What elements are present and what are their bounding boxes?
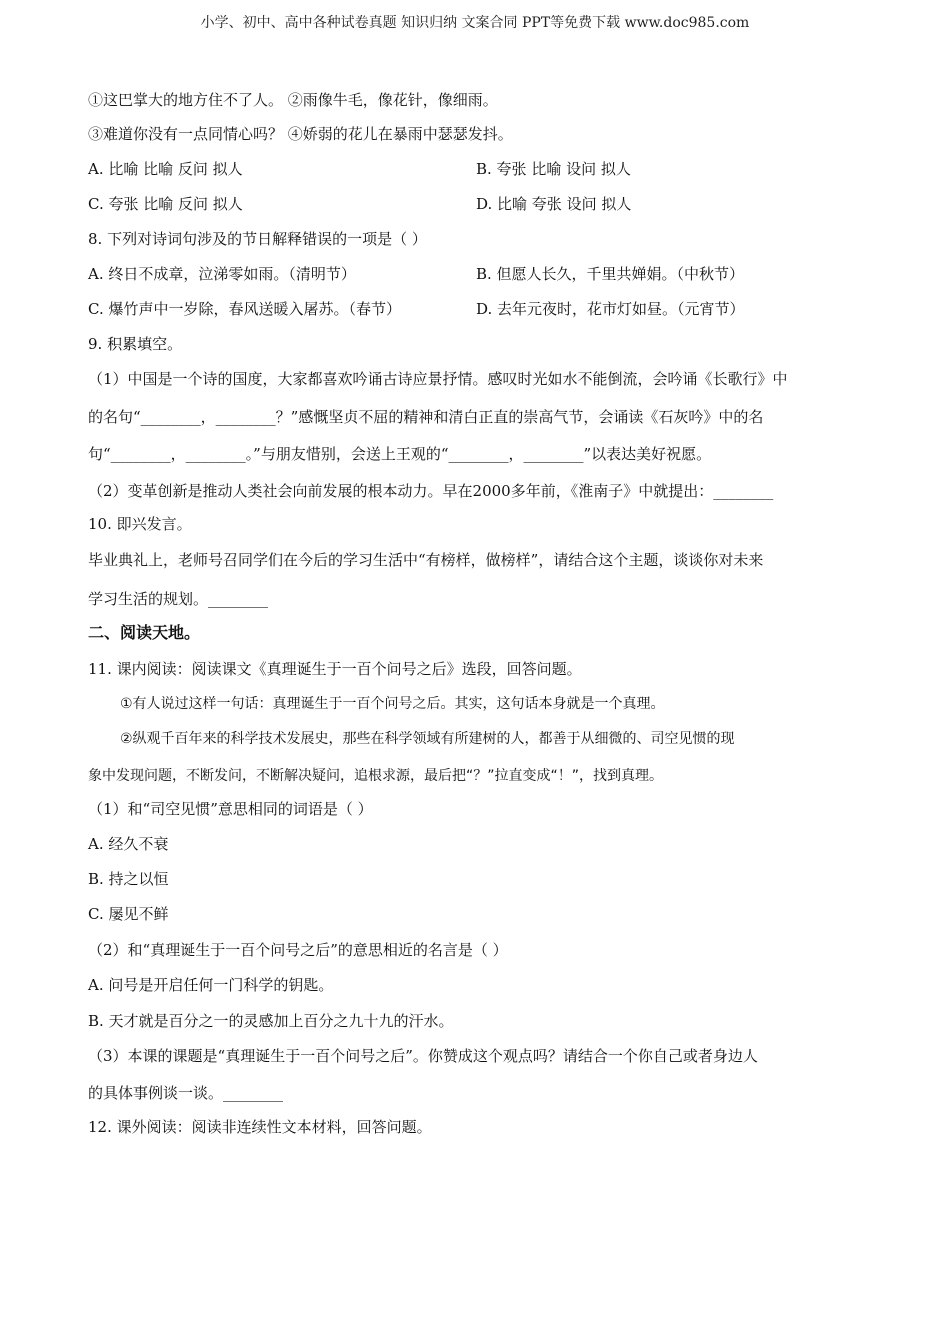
q8-option-a: A. 终日不成章，泣涕零如雨。（清明节） — [88, 265, 356, 283]
q11-sub3-line2: 的具体事例谈一谈。________ — [88, 1084, 284, 1102]
q10-line1: 毕业典礼上，老师号召同学们在今后的学习生活中“有榜样，做榜样”，请结合这个主题，谈谈你对未来 — [88, 551, 764, 569]
q11-passage-para1: ①有人说过这样一句话：真理诞生于一百个问号之后。其实，这句话本身就是一个真理。 — [120, 696, 665, 712]
q11-sub1-option-a: A. 经久不衰 — [88, 835, 169, 853]
q7-option-c: C. 夸张 比喻 反问 拟人 — [88, 195, 243, 213]
q12-stem: 12. 课外阅读：阅读非连续性文本材料，回答问题。 — [88, 1118, 432, 1136]
q9-part1-line1: （1）中国是一个诗的国度，大家都喜欢吟诵古诗应景抒情。感叹时光如水不能倒流，会吟诵《长歌行》中 — [88, 370, 788, 388]
q11-passage-para2-line2: 象中发现问题，不断发问，不断解决疑问，追根求源，最后把“？”拉直变成“！”，找到真理。 — [88, 768, 664, 784]
page-header: 小学、初中、高中各种试卷真题 知识归纳 文案合同 PPT等免费下载 www.doc985.com — [200, 15, 750, 31]
q7-option-d: D. 比喻 夸张 设问 拟人 — [476, 195, 632, 213]
q11-sub2-stem: （2）和“真理诞生于一百个问号之后”的意思相近的名言是（ ） — [88, 941, 508, 959]
q8-option-d: D. 去年元夜时，花市灯如昼。（元宵节） — [476, 300, 745, 318]
q11-sub1-option-b: B. 持之以恒 — [88, 870, 169, 888]
q11-sub3-line1: （3）本课的课题是“真理诞生于一百个问号之后”。你赞成这个观点吗？请结合一个你自己或者身边人 — [88, 1047, 758, 1065]
q10-stem: 10. 即兴发言。 — [88, 515, 192, 533]
q7-sentences-3-4: ③难道你没有一点同情心吗？ ④娇弱的花儿在暴雨中瑟瑟发抖。 — [88, 125, 513, 143]
q8-option-c: C. 爆竹声中一岁除，春风送暖入屠苏。（春节） — [88, 300, 401, 318]
q10-line2: 学习生活的规划。________ — [88, 590, 269, 608]
q11-sub1-stem: （1）和“司空见惯”意思相同的词语是（ ） — [88, 800, 373, 818]
section-heading-reading: 二、阅读天地。 — [88, 623, 201, 642]
q9-part2: （2）变革创新是推动人类社会向前发展的根本动力。早在2000多年前，《淮南子》中就提出：________ — [88, 482, 774, 500]
q9-stem: 9. 积累填空。 — [88, 335, 183, 353]
q7-option-a: A. 比喻 比喻 反问 拟人 — [88, 160, 243, 178]
q7-option-b: B. 夸张 比喻 设问 拟人 — [476, 160, 631, 178]
q11-passage-para2-line1: ②纵观千百年来的科学技术发展史，那些在科学领域有所建树的人，都善于从细微的、司空见惯的现 — [120, 731, 735, 747]
q11-stem: 11. 课内阅读：阅读课文《真理诞生于一百个问号之后》选段，回答问题。 — [88, 660, 582, 678]
q9-part1-line2: 的名句“________，________？”感慨坚贞不屈的精神和清白正直的崇高气节，会诵读《石灰吟》中的名 — [88, 408, 764, 426]
q11-sub2-option-b: B. 天才就是百分之一的灵感加上百分之九十九的汗水。 — [88, 1012, 454, 1030]
q9-part1-line3: 句“________，________。”与朋友惜别，会送上王观的“________，________”以表达美好祝愿。 — [88, 445, 712, 463]
q8-stem: 8. 下列对诗词句涉及的节日解释错误的一项是（ ） — [88, 230, 427, 248]
q7-sentences-1-2: ①这巴掌大的地方住不了人。 ②雨像牛毛，像花针，像细雨。 — [88, 91, 498, 109]
q11-sub2-option-a: A. 问号是开启任何一门科学的钥匙。 — [88, 976, 334, 994]
q11-sub1-option-c: C. 屡见不鲜 — [88, 905, 169, 923]
q8-option-b: B. 但愿人长久，千里共婵娟。（中秋节） — [476, 265, 745, 283]
